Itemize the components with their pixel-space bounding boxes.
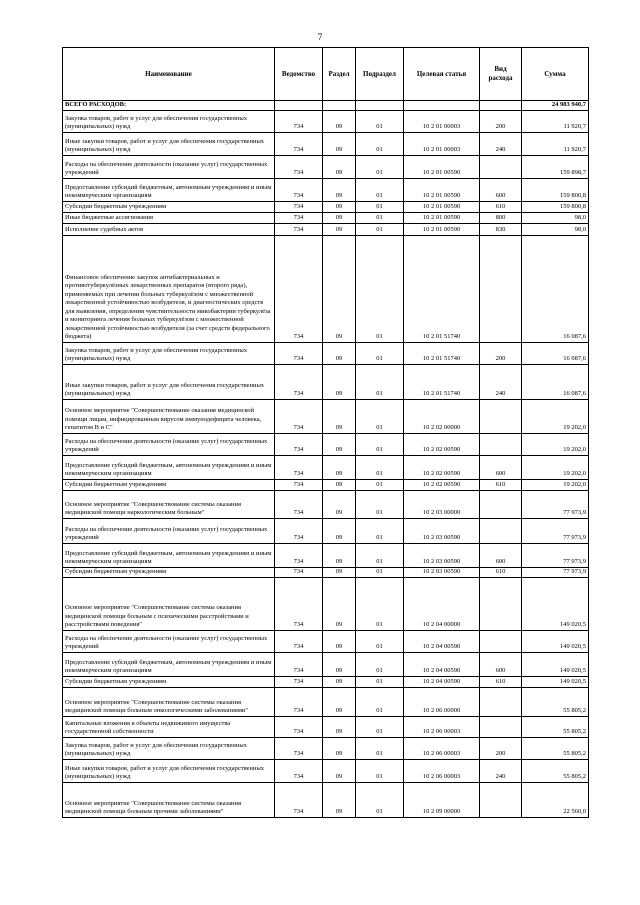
- row-target-article-cell: 10 2 01 00590: [404, 155, 480, 178]
- table-row: [63, 212, 589, 223]
- row-name-cell: Расходы на обеспечение деятельности (оказание услуг) государственных учреждений: [63, 433, 275, 455]
- row-section-cell: 09: [323, 543, 356, 567]
- row-subsection-cell: 01: [356, 630, 404, 652]
- table-row: [63, 567, 589, 577]
- row-department-cell: 734: [275, 178, 323, 201]
- row-target-article-cell: 10 2 03 00590: [404, 567, 480, 577]
- row-target-article-cell: [404, 101, 480, 111]
- row-sum-cell: 16 087,6: [522, 235, 589, 342]
- row-department-cell: 734: [275, 132, 323, 155]
- row-expense-type-cell: 240: [480, 364, 522, 399]
- row-name-cell: Основное мероприятие "Совершенствование системы оказания медицинской помощи наркологическим больным": [63, 490, 275, 518]
- row-department-cell: 734: [275, 676, 323, 687]
- row-sum-cell: 16 087,6: [522, 342, 589, 364]
- row-section-cell: 09: [323, 652, 356, 676]
- row-section-cell: 09: [323, 155, 356, 178]
- row-expense-type-cell: 830: [480, 223, 522, 235]
- row-subsection-cell: [356, 101, 404, 111]
- row-expense-type-cell: 600: [480, 652, 522, 676]
- row-name-cell: Основное мероприятие "Совершенствование системы оказания медицинской помощи больным с психическими расстройствами и расстройствами поведения": [63, 577, 275, 630]
- header-sum: Сумма: [522, 48, 589, 101]
- row-expense-type-cell: 610: [480, 201, 522, 212]
- row-target-article-cell: 10 2 06 00003: [404, 716, 480, 737]
- row-target-article-cell: 10 2 01 00590: [404, 178, 480, 201]
- row-expense-type-cell: 200: [480, 342, 522, 364]
- row-expense-type-cell: [480, 101, 522, 111]
- row-target-article-cell: 10 2 01 00003: [404, 132, 480, 155]
- row-expense-type-cell: [480, 782, 522, 817]
- row-name-cell: Субсидии бюджетным учреждениям: [63, 201, 275, 212]
- row-subsection-cell: 01: [356, 782, 404, 817]
- row-section-cell: 09: [323, 577, 356, 630]
- row-sum-cell: 149 020,5: [522, 676, 589, 687]
- row-sum-cell: 159 898,7: [522, 155, 589, 178]
- row-sum-cell: 19 202,0: [522, 455, 589, 479]
- row-name-cell: Предоставление субсидий бюджетным, автономным учреждениям и иным некоммерческим организациям: [63, 652, 275, 676]
- row-subsection-cell: 01: [356, 433, 404, 455]
- table-row: [63, 479, 589, 490]
- row-expense-type-cell: [480, 687, 522, 716]
- table-row: [63, 687, 589, 716]
- row-department-cell: 734: [275, 490, 323, 518]
- row-target-article-cell: 10 2 03 00000: [404, 490, 480, 518]
- row-sum-cell: 149 020,5: [522, 652, 589, 676]
- row-target-article-cell: 10 2 01 00590: [404, 212, 480, 223]
- row-subsection-cell: 01: [356, 716, 404, 737]
- table-row: [63, 201, 589, 212]
- row-department-cell: 734: [275, 433, 323, 455]
- table-row: [63, 577, 589, 630]
- row-subsection-cell: 01: [356, 687, 404, 716]
- row-name-cell: Капитальные вложения в объекты недвижимого имущества государственной собственности: [63, 716, 275, 737]
- row-sum-cell: 149 020,5: [522, 577, 589, 630]
- row-sum-cell: 55 805,2: [522, 737, 589, 759]
- table-row: [63, 676, 589, 687]
- row-expense-type-cell: [480, 577, 522, 630]
- row-name-cell: Финансовое обеспечение закупок антибактериальных и противотуберкулёзных лекарственных препаратов (второго ряда), применяемых при лечении больных туберкулёзом с множественной лекарственной устойчивостью возбудителя, и диагностических средств для выявления, определения чувствительности микобактерии туберкулёза и мониторинга лечения больных туберкулёзом с множественной лекарственной устойчивостью возбудителя (за счет средств федерального бюджета): [63, 235, 275, 342]
- row-sum-cell: 19 202,0: [522, 479, 589, 490]
- row-target-article-cell: 10 2 04 00590: [404, 676, 480, 687]
- table-row: [63, 490, 589, 518]
- row-sum-cell: 24 983 940,7: [522, 101, 589, 111]
- row-target-article-cell: 10 2 09 00000: [404, 782, 480, 817]
- table-row: [63, 782, 589, 817]
- row-sum-cell: 16 087,6: [522, 364, 589, 399]
- row-name-cell: Исполнение судебных актов: [63, 223, 275, 235]
- row-name-cell: Предоставление субсидий бюджетным, автономным учреждениям и иным некоммерческим организациям: [63, 455, 275, 479]
- row-name-cell: Расходы на обеспечение деятельности (оказание услуг) государственных учреждений: [63, 518, 275, 543]
- row-department-cell: 734: [275, 155, 323, 178]
- row-target-article-cell: 10 2 06 00003: [404, 759, 480, 782]
- table-row: [63, 178, 589, 201]
- row-section-cell: 09: [323, 518, 356, 543]
- row-section-cell: 09: [323, 737, 356, 759]
- row-department-cell: 734: [275, 567, 323, 577]
- row-subsection-cell: 01: [356, 364, 404, 399]
- row-expense-type-cell: [480, 518, 522, 543]
- row-department-cell: 734: [275, 737, 323, 759]
- row-section-cell: 09: [323, 235, 356, 342]
- row-subsection-cell: 01: [356, 212, 404, 223]
- row-name-cell: Иные закупки товаров, работ и услуг для обеспечения государственных (муниципальных) нужд: [63, 364, 275, 399]
- row-department-cell: 734: [275, 364, 323, 399]
- row-target-article-cell: 10 2 03 00590: [404, 518, 480, 543]
- row-department-cell: 734: [275, 518, 323, 543]
- row-section-cell: 09: [323, 490, 356, 518]
- row-subsection-cell: 01: [356, 737, 404, 759]
- header-expense-type: Вид расхода: [480, 48, 522, 101]
- row-target-article-cell: 10 2 06 00003: [404, 737, 480, 759]
- row-name-cell: Закупка товаров, работ и услуг для обеспечения государственных (муниципальных) нужд: [63, 342, 275, 364]
- row-target-article-cell: 10 2 04 00590: [404, 652, 480, 676]
- row-section-cell: 09: [323, 201, 356, 212]
- row-sum-cell: 98,0: [522, 223, 589, 235]
- row-target-article-cell: 10 2 04 00590: [404, 630, 480, 652]
- row-department-cell: 734: [275, 110, 323, 132]
- table-row: [63, 223, 589, 235]
- header-subsection: Подраздел: [356, 48, 404, 101]
- row-sum-cell: 11 920,7: [522, 110, 589, 132]
- row-department-cell: 734: [275, 223, 323, 235]
- row-expense-type-cell: 610: [480, 479, 522, 490]
- row-target-article-cell: 10 2 02 00590: [404, 433, 480, 455]
- row-expense-type-cell: 600: [480, 178, 522, 201]
- row-section-cell: 09: [323, 132, 356, 155]
- row-subsection-cell: 01: [356, 132, 404, 155]
- row-target-article-cell: 10 2 06 00000: [404, 687, 480, 716]
- row-subsection-cell: 01: [356, 155, 404, 178]
- table-row: [63, 455, 589, 479]
- row-expense-type-cell: 610: [480, 676, 522, 687]
- row-expense-type-cell: [480, 433, 522, 455]
- row-name-cell: Закупка товаров, работ и услуг для обеспечения государственных (муниципальных) нужд: [63, 737, 275, 759]
- table-row: [63, 652, 589, 676]
- row-section-cell: 09: [323, 212, 356, 223]
- table-row: [63, 630, 589, 652]
- row-department-cell: 734: [275, 342, 323, 364]
- row-sum-cell: 11 920,7: [522, 132, 589, 155]
- row-sum-cell: 77 973,9: [522, 518, 589, 543]
- row-name-cell: Субсидии бюджетным учреждениям: [63, 567, 275, 577]
- row-subsection-cell: 01: [356, 178, 404, 201]
- row-sum-cell: 149 020,5: [522, 630, 589, 652]
- row-subsection-cell: 01: [356, 455, 404, 479]
- table-row: [63, 132, 589, 155]
- row-expense-type-cell: [480, 490, 522, 518]
- row-section-cell: 09: [323, 630, 356, 652]
- row-name-cell: ВСЕГО РАСХОДОВ:: [63, 101, 275, 111]
- row-sum-cell: 159 800,8: [522, 201, 589, 212]
- row-sum-cell: 19 202,0: [522, 399, 589, 433]
- row-expense-type-cell: 200: [480, 110, 522, 132]
- row-department-cell: 734: [275, 212, 323, 223]
- header-section: Раздел: [323, 48, 356, 101]
- table-row: [63, 543, 589, 567]
- row-section-cell: 09: [323, 567, 356, 577]
- row-expense-type-cell: 240: [480, 759, 522, 782]
- row-subsection-cell: 01: [356, 567, 404, 577]
- row-expense-type-cell: [480, 630, 522, 652]
- table-row: [63, 433, 589, 455]
- row-name-cell: Расходы на обеспечение деятельности (оказание услуг) государственных учреждений: [63, 630, 275, 652]
- row-expense-type-cell: 240: [480, 132, 522, 155]
- row-target-article-cell: 10 2 01 00590: [404, 223, 480, 235]
- row-section-cell: 09: [323, 223, 356, 235]
- row-target-article-cell: 10 2 01 51740: [404, 364, 480, 399]
- row-expense-type-cell: [480, 399, 522, 433]
- table-row: [63, 737, 589, 759]
- row-department-cell: 734: [275, 630, 323, 652]
- row-subsection-cell: 01: [356, 652, 404, 676]
- table-row: [63, 759, 589, 782]
- row-section-cell: 09: [323, 399, 356, 433]
- row-section-cell: 09: [323, 676, 356, 687]
- row-target-article-cell: 10 2 03 00590: [404, 543, 480, 567]
- table-row: [63, 399, 589, 433]
- row-subsection-cell: 01: [356, 235, 404, 342]
- table-row: [63, 235, 589, 342]
- table-row: [63, 110, 589, 132]
- row-subsection-cell: 01: [356, 110, 404, 132]
- row-section-cell: 09: [323, 433, 356, 455]
- row-department-cell: 734: [275, 543, 323, 567]
- row-expense-type-cell: 610: [480, 567, 522, 577]
- row-department-cell: 734: [275, 716, 323, 737]
- row-department-cell: 734: [275, 577, 323, 630]
- row-expense-type-cell: [480, 235, 522, 342]
- row-expense-type-cell: [480, 716, 522, 737]
- table-row: [63, 364, 589, 399]
- row-subsection-cell: 01: [356, 490, 404, 518]
- row-subsection-cell: 01: [356, 342, 404, 364]
- row-name-cell: Основное мероприятие "Совершенствование оказания медицинской помощи лицам, инфицированным вирусом иммунодефицита человека, гепатитом B и C": [63, 399, 275, 433]
- row-sum-cell: 19 202,0: [522, 433, 589, 455]
- header-target-article: Целевая статья: [404, 48, 480, 101]
- table-header-row: [63, 48, 589, 101]
- row-sum-cell: 55 805,2: [522, 716, 589, 737]
- budget-table: [62, 47, 589, 818]
- table-row: [63, 342, 589, 364]
- row-department-cell: 734: [275, 479, 323, 490]
- row-sum-cell: 55 805,2: [522, 759, 589, 782]
- header-name: Наименование: [63, 48, 275, 101]
- row-name-cell: Расходы на обеспечение деятельности (оказание услуг) государственных учреждений: [63, 155, 275, 178]
- row-name-cell: Субсидии бюджетным учреждениям: [63, 676, 275, 687]
- row-sum-cell: 159 800,8: [522, 178, 589, 201]
- row-subsection-cell: 01: [356, 201, 404, 212]
- row-expense-type-cell: 800: [480, 212, 522, 223]
- row-subsection-cell: 01: [356, 399, 404, 433]
- row-section-cell: 09: [323, 364, 356, 399]
- row-name-cell: Субсидии бюджетным учреждениям: [63, 479, 275, 490]
- table-row: [63, 155, 589, 178]
- row-sum-cell: 98,0: [522, 212, 589, 223]
- page-number: 7: [317, 32, 323, 42]
- row-name-cell: Предоставление субсидий бюджетным, автономным учреждениям и иным некоммерческим организациям: [63, 178, 275, 201]
- row-target-article-cell: 10 2 01 51740: [404, 342, 480, 364]
- row-name-cell: Иные бюджетные ассигнования: [63, 212, 275, 223]
- row-target-article-cell: 10 2 01 00590: [404, 201, 480, 212]
- row-expense-type-cell: 200: [480, 737, 522, 759]
- row-department-cell: 734: [275, 652, 323, 676]
- row-sum-cell: 55 805,2: [522, 687, 589, 716]
- row-subsection-cell: 01: [356, 543, 404, 567]
- row-sum-cell: 77 973,9: [522, 567, 589, 577]
- row-target-article-cell: 10 2 01 00003: [404, 110, 480, 132]
- row-section-cell: [323, 101, 356, 111]
- row-subsection-cell: 01: [356, 479, 404, 490]
- row-section-cell: 09: [323, 178, 356, 201]
- row-section-cell: 09: [323, 782, 356, 817]
- row-target-article-cell: 10 2 01 51740: [404, 235, 480, 342]
- row-section-cell: 09: [323, 716, 356, 737]
- row-expense-type-cell: 600: [480, 543, 522, 567]
- total-row: [63, 101, 589, 111]
- row-subsection-cell: 01: [356, 223, 404, 235]
- row-department-cell: 734: [275, 782, 323, 817]
- row-department-cell: 734: [275, 201, 323, 212]
- row-name-cell: Предоставление субсидий бюджетным, автономным учреждениям и иным некоммерческим организациям: [63, 543, 275, 567]
- row-target-article-cell: 10 2 02 00590: [404, 455, 480, 479]
- row-target-article-cell: 10 2 02 00000: [404, 399, 480, 433]
- row-subsection-cell: 01: [356, 518, 404, 543]
- row-expense-type-cell: 600: [480, 455, 522, 479]
- row-sum-cell: 22 560,0: [522, 782, 589, 817]
- row-name-cell: Основное мероприятие "Совершенствование системы оказания медицинской помощи больным онкологическими заболеваниями": [63, 687, 275, 716]
- row-section-cell: 09: [323, 342, 356, 364]
- row-sum-cell: 77 973,9: [522, 543, 589, 567]
- row-subsection-cell: 01: [356, 676, 404, 687]
- row-expense-type-cell: [480, 155, 522, 178]
- row-sum-cell: 77 973,9: [522, 490, 589, 518]
- row-department-cell: 734: [275, 399, 323, 433]
- row-section-cell: 09: [323, 479, 356, 490]
- row-name-cell: Закупка товаров, работ и услуг для обеспечения государственных (муниципальных) нужд: [63, 110, 275, 132]
- row-target-article-cell: 10 2 04 00000: [404, 577, 480, 630]
- row-department-cell: [275, 101, 323, 111]
- row-section-cell: 09: [323, 455, 356, 479]
- row-subsection-cell: 01: [356, 759, 404, 782]
- table-row: [63, 518, 589, 543]
- row-target-article-cell: 10 2 02 00590: [404, 479, 480, 490]
- row-subsection-cell: 01: [356, 577, 404, 630]
- row-section-cell: 09: [323, 687, 356, 716]
- row-name-cell: Основное мероприятие "Совершенствование системы оказания медицинской помощи больным прочими заболеваниями": [63, 782, 275, 817]
- row-section-cell: 09: [323, 759, 356, 782]
- table-row: [63, 716, 589, 737]
- header-department: Ведомство: [275, 48, 323, 101]
- row-name-cell: Иные закупки товаров, работ и услуг для обеспечения государственных (муниципальных) нужд: [63, 759, 275, 782]
- row-department-cell: 734: [275, 455, 323, 479]
- row-name-cell: Иные закупки товаров, работ и услуг для обеспечения государственных (муниципальных) нужд: [63, 132, 275, 155]
- row-department-cell: 734: [275, 759, 323, 782]
- row-department-cell: 734: [275, 235, 323, 342]
- row-department-cell: 734: [275, 687, 323, 716]
- row-section-cell: 09: [323, 110, 356, 132]
